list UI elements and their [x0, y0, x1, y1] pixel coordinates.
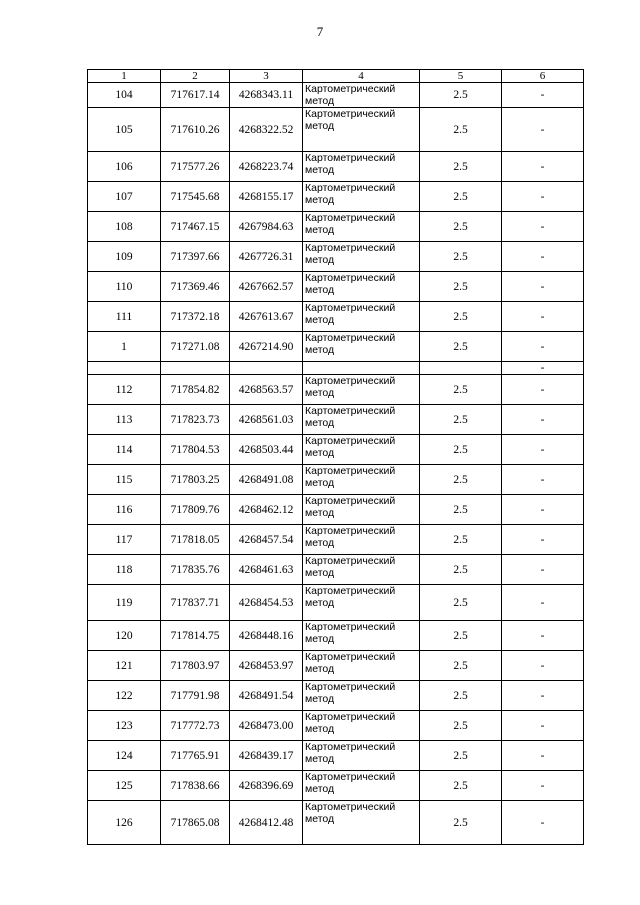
table-row [88, 242, 584, 272]
accuracy-cell: 2.5 [420, 375, 502, 405]
table-row [88, 711, 584, 741]
x-coordinate-cell: 717369.46 [161, 272, 230, 302]
column-header: 6 [502, 70, 584, 83]
method-cell: Картометрический метод [303, 771, 420, 801]
y-coordinate-cell: 4268561.03 [230, 405, 303, 435]
table-row [88, 83, 584, 108]
point-number-cell: 1 [88, 332, 161, 362]
method-cell: Картометрический метод [303, 182, 420, 212]
point-number-cell: 109 [88, 242, 161, 272]
point-number-cell: 111 [88, 302, 161, 332]
table-row [88, 525, 584, 555]
table-row [88, 302, 584, 332]
note-cell: - [502, 741, 584, 771]
method-cell: Картометрический метод [303, 272, 420, 302]
accuracy-cell: 2.5 [420, 621, 502, 651]
table-row [88, 585, 584, 621]
accuracy-cell: 2.5 [420, 525, 502, 555]
point-number-cell: 120 [88, 621, 161, 651]
point-number-cell: 113 [88, 405, 161, 435]
table-row [88, 681, 584, 711]
method-cell: Картометрический метод [303, 108, 420, 152]
point-number-cell: 115 [88, 465, 161, 495]
y-coordinate-cell: 4268563.57 [230, 375, 303, 405]
method-cell: Картометрический метод [303, 375, 420, 405]
y-coordinate-cell: 4268503.44 [230, 435, 303, 465]
table-row [88, 362, 584, 375]
y-coordinate-cell: 4268412.48 [230, 801, 303, 845]
x-coordinate-cell: 717545.68 [161, 182, 230, 212]
note-cell: - [502, 771, 584, 801]
x-coordinate-cell [161, 362, 230, 375]
column-header: 1 [88, 70, 161, 83]
y-coordinate-cell: 4267984.63 [230, 212, 303, 242]
accuracy-cell: 2.5 [420, 741, 502, 771]
y-coordinate-cell: 4268453.97 [230, 651, 303, 681]
x-coordinate-cell: 717803.97 [161, 651, 230, 681]
point-number-cell: 114 [88, 435, 161, 465]
accuracy-cell: 2.5 [420, 555, 502, 585]
note-cell: - [502, 302, 584, 332]
column-header: 5 [420, 70, 502, 83]
table-row [88, 741, 584, 771]
x-coordinate-cell: 717838.66 [161, 771, 230, 801]
accuracy-cell: 2.5 [420, 405, 502, 435]
table-row [88, 212, 584, 242]
table-row [88, 621, 584, 651]
point-number-cell: 125 [88, 771, 161, 801]
table-row [88, 435, 584, 465]
accuracy-cell: 2.5 [420, 681, 502, 711]
method-cell: Картометрический метод [303, 152, 420, 182]
y-coordinate-cell: 4268457.54 [230, 525, 303, 555]
accuracy-cell: 2.5 [420, 83, 502, 108]
note-cell: - [502, 681, 584, 711]
accuracy-cell: 2.5 [420, 801, 502, 845]
x-coordinate-cell: 717804.53 [161, 435, 230, 465]
method-cell: Картометрический метод [303, 555, 420, 585]
x-coordinate-cell: 717772.73 [161, 711, 230, 741]
point-number-cell: 123 [88, 711, 161, 741]
method-cell: Картометрический метод [303, 585, 420, 621]
x-coordinate-cell: 717809.76 [161, 495, 230, 525]
accuracy-cell: 2.5 [420, 771, 502, 801]
accuracy-cell: 2.5 [420, 272, 502, 302]
table-row [88, 152, 584, 182]
point-number-cell: 122 [88, 681, 161, 711]
table-row [88, 465, 584, 495]
method-cell: Картометрический метод [303, 801, 420, 845]
point-number-cell: 110 [88, 272, 161, 302]
note-cell: - [502, 375, 584, 405]
note-cell: - [502, 332, 584, 362]
method-cell: Картометрический метод [303, 651, 420, 681]
y-coordinate-cell [230, 362, 303, 375]
y-coordinate-cell: 4268322.52 [230, 108, 303, 152]
table-row [88, 771, 584, 801]
y-coordinate-cell: 4267613.67 [230, 302, 303, 332]
method-cell: Картометрический метод [303, 621, 420, 651]
column-header: 3 [230, 70, 303, 83]
method-cell: Картометрический метод [303, 435, 420, 465]
accuracy-cell: 2.5 [420, 302, 502, 332]
y-coordinate-cell: 4267726.31 [230, 242, 303, 272]
x-coordinate-cell: 717823.73 [161, 405, 230, 435]
accuracy-cell: 2.5 [420, 108, 502, 152]
column-header: 4 [303, 70, 420, 83]
y-coordinate-cell: 4268491.54 [230, 681, 303, 711]
x-coordinate-cell: 717765.91 [161, 741, 230, 771]
point-number-cell: 107 [88, 182, 161, 212]
note-cell: - [502, 801, 584, 845]
x-coordinate-cell: 717617.14 [161, 83, 230, 108]
note-cell: - [502, 711, 584, 741]
method-cell: Картометрический метод [303, 495, 420, 525]
table-row [88, 555, 584, 585]
accuracy-cell: 2.5 [420, 182, 502, 212]
y-coordinate-cell: 4268343.11 [230, 83, 303, 108]
point-number-cell: 117 [88, 525, 161, 555]
x-coordinate-cell: 717397.66 [161, 242, 230, 272]
point-number-cell: 112 [88, 375, 161, 405]
point-number-cell: 124 [88, 741, 161, 771]
note-cell: - [502, 212, 584, 242]
table-row [88, 651, 584, 681]
x-coordinate-cell: 717854.82 [161, 375, 230, 405]
x-coordinate-cell: 717372.18 [161, 302, 230, 332]
y-coordinate-cell: 4268448.16 [230, 621, 303, 651]
method-cell: Картометрический метод [303, 83, 420, 108]
note-cell: - [502, 465, 584, 495]
table-row [88, 495, 584, 525]
note-cell: - [502, 108, 584, 152]
point-number-cell: 116 [88, 495, 161, 525]
x-coordinate-cell: 717791.98 [161, 681, 230, 711]
point-number-cell: 121 [88, 651, 161, 681]
note-cell: - [502, 555, 584, 585]
x-coordinate-cell: 717610.26 [161, 108, 230, 152]
point-number-cell [88, 362, 161, 375]
accuracy-cell: 2.5 [420, 651, 502, 681]
table-row [88, 182, 584, 212]
note-cell: - [502, 495, 584, 525]
accuracy-cell: 2.5 [420, 711, 502, 741]
note-cell: - [502, 405, 584, 435]
point-number-cell: 105 [88, 108, 161, 152]
note-cell: - [502, 83, 584, 108]
point-number-cell: 104 [88, 83, 161, 108]
x-coordinate-cell: 717271.08 [161, 332, 230, 362]
page-number: 7 [316, 24, 324, 39]
table-row [88, 108, 584, 152]
note-cell: - [502, 585, 584, 621]
method-cell: Картометрический метод [303, 741, 420, 771]
y-coordinate-cell: 4268454.53 [230, 585, 303, 621]
x-coordinate-cell: 717467.15 [161, 212, 230, 242]
x-coordinate-cell: 717865.08 [161, 801, 230, 845]
table-row [88, 801, 584, 845]
table-row [88, 272, 584, 302]
y-coordinate-cell: 4268155.17 [230, 182, 303, 212]
y-coordinate-cell: 4268396.69 [230, 771, 303, 801]
table-row [88, 375, 584, 405]
column-header: 2 [161, 70, 230, 83]
method-cell [303, 362, 420, 375]
accuracy-cell: 2.5 [420, 495, 502, 525]
accuracy-cell: 2.5 [420, 212, 502, 242]
accuracy-cell: 2.5 [420, 465, 502, 495]
accuracy-cell [420, 362, 502, 375]
y-coordinate-cell: 4268462.12 [230, 495, 303, 525]
point-number-cell: 119 [88, 585, 161, 621]
accuracy-cell: 2.5 [420, 332, 502, 362]
table-header-row [88, 70, 584, 83]
note-cell: - [502, 435, 584, 465]
y-coordinate-cell: 4268461.63 [230, 555, 303, 585]
method-cell: Картометрический метод [303, 302, 420, 332]
accuracy-cell: 2.5 [420, 435, 502, 465]
method-cell: Картометрический метод [303, 525, 420, 555]
method-cell: Картометрический метод [303, 711, 420, 741]
y-coordinate-cell: 4267214.90 [230, 332, 303, 362]
method-cell: Картометрический метод [303, 465, 420, 495]
method-cell: Картометрический метод [303, 212, 420, 242]
method-cell: Картометрический метод [303, 681, 420, 711]
y-coordinate-cell: 4268439.17 [230, 741, 303, 771]
note-cell: - [502, 152, 584, 182]
y-coordinate-cell: 4268223.74 [230, 152, 303, 182]
y-coordinate-cell: 4267662.57 [230, 272, 303, 302]
coordinates-table [87, 69, 584, 845]
note-cell: - [502, 272, 584, 302]
x-coordinate-cell: 717577.26 [161, 152, 230, 182]
note-cell: - [502, 525, 584, 555]
accuracy-cell: 2.5 [420, 585, 502, 621]
note-cell: - [502, 362, 584, 375]
table-row [88, 405, 584, 435]
note-cell: - [502, 621, 584, 651]
method-cell: Картометрический метод [303, 405, 420, 435]
x-coordinate-cell: 717814.75 [161, 621, 230, 651]
x-coordinate-cell: 717803.25 [161, 465, 230, 495]
note-cell: - [502, 182, 584, 212]
point-number-cell: 106 [88, 152, 161, 182]
method-cell: Картометрический метод [303, 242, 420, 272]
x-coordinate-cell: 717837.71 [161, 585, 230, 621]
note-cell: - [502, 651, 584, 681]
x-coordinate-cell: 717835.76 [161, 555, 230, 585]
point-number-cell: 108 [88, 212, 161, 242]
y-coordinate-cell: 4268491.08 [230, 465, 303, 495]
x-coordinate-cell: 717818.05 [161, 525, 230, 555]
method-cell: Картометрический метод [303, 332, 420, 362]
accuracy-cell: 2.5 [420, 242, 502, 272]
table-row [88, 332, 584, 362]
point-number-cell: 126 [88, 801, 161, 845]
accuracy-cell: 2.5 [420, 152, 502, 182]
y-coordinate-cell: 4268473.00 [230, 711, 303, 741]
point-number-cell: 118 [88, 555, 161, 585]
note-cell: - [502, 242, 584, 272]
